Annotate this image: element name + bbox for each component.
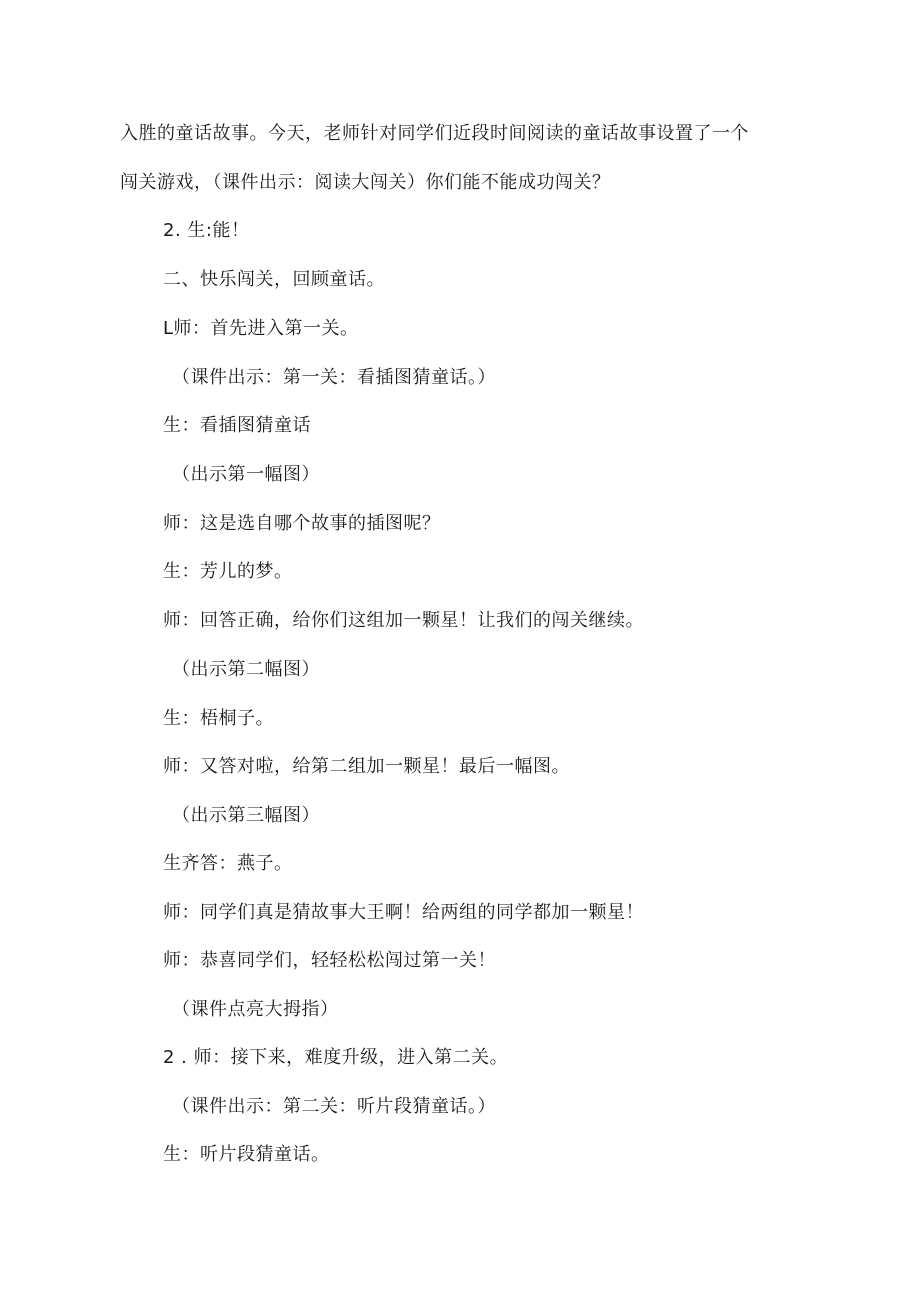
paragraph-line: 师：恭喜同学们，轻轻松松闯过第一关！ xyxy=(163,950,496,971)
paragraph-line: 2. 生:能！ xyxy=(163,220,250,241)
section-heading: 二、快乐闯关，回顾童话。 xyxy=(163,269,385,290)
paragraph-line: 生：听片段猜童话。 xyxy=(163,1144,330,1165)
paragraph-line: 闯关游戏，（课件出示：阅读大闯关）你们能不能成功闯关？ xyxy=(120,172,611,193)
paragraph-line: （课件点亮大拇指） xyxy=(172,999,339,1020)
paragraph-line: 生：芳儿的梦。 xyxy=(163,561,293,582)
paragraph-line: （出示第三幅图） xyxy=(172,805,320,826)
paragraph-line: 师：这是选自哪个故事的插图呢？ xyxy=(163,513,441,534)
paragraph-line: （课件出示：第一关：看插图猜童话。） xyxy=(172,367,496,388)
paragraph-line: （课件出示：第二关：听片段猜童话。） xyxy=(172,1096,496,1117)
paragraph-line: 入胜的童话故事。今天，老师针对同学们近段时间阅读的童话故事设置了一个 xyxy=(120,123,749,144)
paragraph-line: 师：回答正确，给你们这组加一颗星！让我们的闯关继续。 xyxy=(163,610,644,631)
paragraph-line: L师：首先进入第一关。 xyxy=(163,318,359,339)
paragraph-line: （出示第一幅图） xyxy=(172,464,320,485)
paragraph-line: 师：又答对啦，给第二组加一颗星！最后一幅图。 xyxy=(163,756,570,777)
paragraph-line: 师：同学们真是猜故事大王啊！给两组的同学都加一颗星！ xyxy=(163,902,644,923)
paragraph-line: 生齐答：燕子。 xyxy=(163,853,293,874)
paragraph-line: 2 . 师：接下来，难度升级，进入第二关。 xyxy=(163,1047,509,1068)
paragraph-line: 生：梧桐子。 xyxy=(163,708,274,729)
paragraph-line: （出示第二幅图） xyxy=(172,659,320,680)
paragraph-line: 生：看插图猜童话 xyxy=(163,415,311,436)
